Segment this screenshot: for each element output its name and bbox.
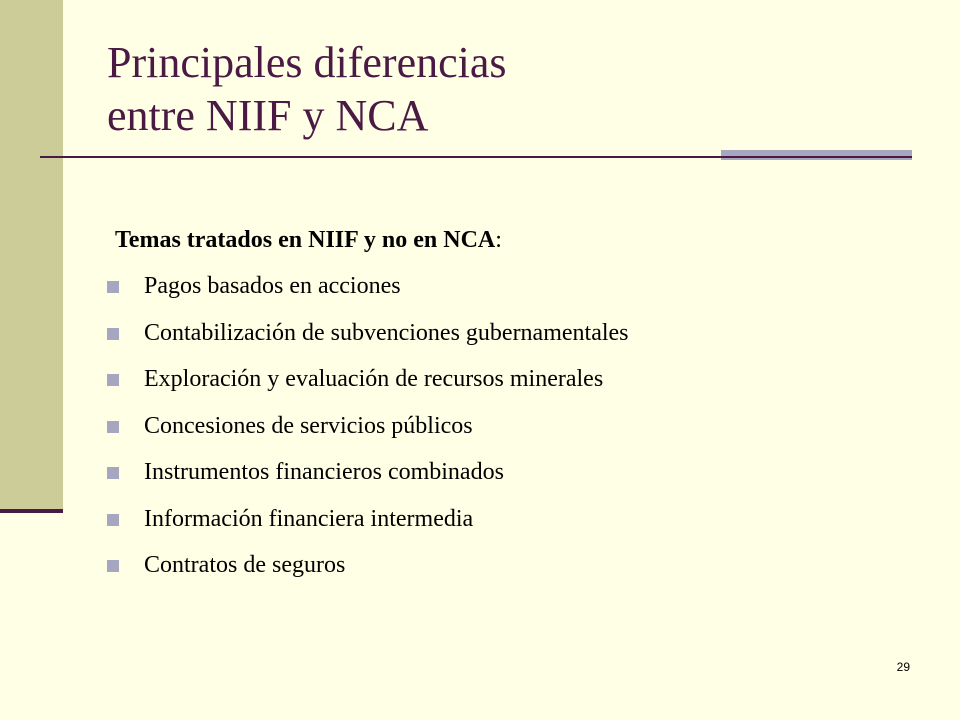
list-item <box>115 547 935 594</box>
list-item <box>115 501 935 548</box>
title-underline-accent <box>721 150 912 160</box>
title-line-1: Principales diferencias <box>107 38 507 87</box>
content-heading-strong: Temas tratados en NIIF y no en NCA <box>115 227 496 253</box>
list-item <box>115 408 935 455</box>
content-heading <box>115 222 935 268</box>
square-bullet-icon <box>107 328 119 340</box>
square-bullet-icon <box>107 421 119 433</box>
square-bullet-icon <box>107 374 119 386</box>
left-bar-accent-line <box>0 509 63 513</box>
bullet-list <box>115 268 935 594</box>
list-item <box>115 454 935 501</box>
list-item-text: Contabilización de subvenciones gubernamentales <box>144 319 629 346</box>
list-item-text: Instrumentos financieros combinados <box>144 459 504 485</box>
slide-title <box>107 36 907 142</box>
title-underline-overlay <box>721 156 912 158</box>
list-item-text: Información financiera intermedia <box>144 505 474 532</box>
square-bullet-icon <box>107 467 119 479</box>
list-item <box>115 315 935 362</box>
square-bullet-icon <box>107 514 119 526</box>
page-number: 29 <box>896 660 910 674</box>
content-heading-suffix: : <box>495 227 502 253</box>
list-item-text: Exploración y evaluación de recursos minerales <box>144 366 604 392</box>
slide-content <box>115 222 935 594</box>
square-bullet-icon <box>107 560 119 572</box>
square-bullet-icon <box>107 281 119 293</box>
list-item-text: Concesiones de servicios públicos <box>144 412 473 439</box>
list-item-text: Pagos basados en acciones <box>144 273 401 299</box>
list-item <box>115 361 935 408</box>
title-line-2: entre NIIF y NCA <box>107 91 429 140</box>
list-item-text: Contratos de seguros <box>144 552 346 578</box>
left-decorative-bar <box>0 0 63 512</box>
list-item <box>115 268 935 315</box>
